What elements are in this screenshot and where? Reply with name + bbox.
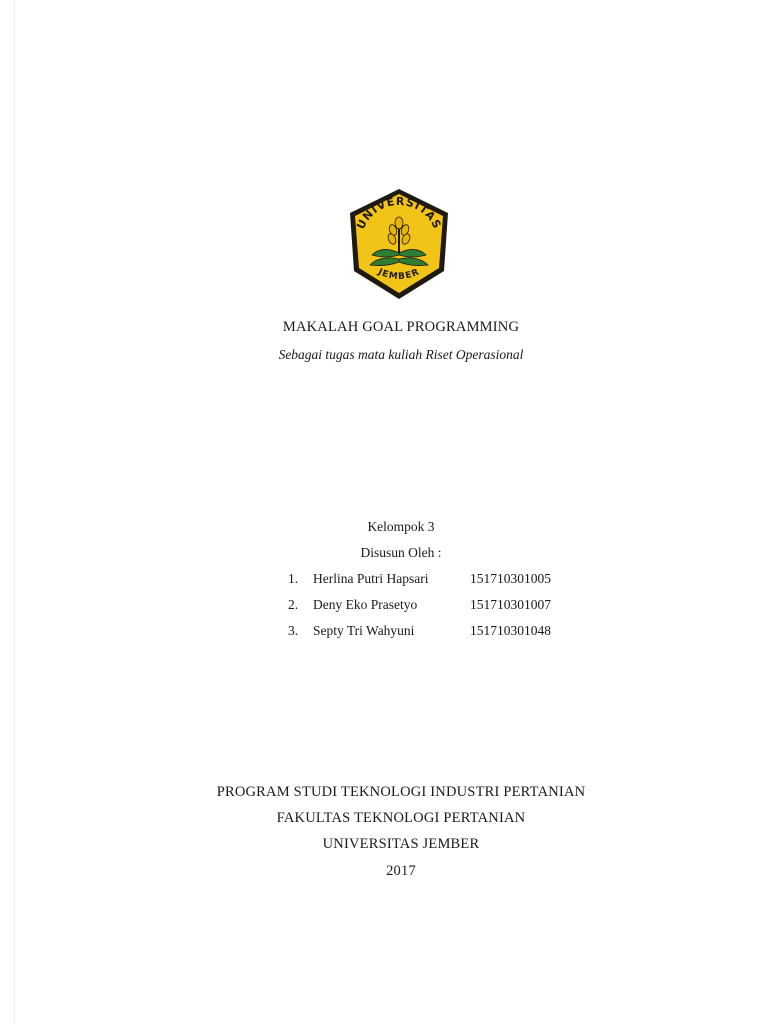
group-label: Kelompok 3 xyxy=(367,519,435,534)
logo-bottom-text: JEMBER xyxy=(376,267,422,283)
member-nim: 151710301005 xyxy=(470,571,551,586)
document-year: 2017 xyxy=(386,863,416,879)
member-nim: 151710301007 xyxy=(470,597,551,612)
document-title: MAKALAH GOAL PROGRAMMING xyxy=(282,319,520,335)
university-name: UNIVERSITAS JEMBER xyxy=(322,836,480,852)
compiled-by-label: Disusun Oleh : xyxy=(360,545,442,560)
member-number: 3. xyxy=(288,623,299,638)
member-name: Deny Eko Prasetyo xyxy=(313,597,418,612)
member-name: Herlina Putri Hapsari xyxy=(313,571,429,586)
logo-top-text: UNIVERSITAS xyxy=(354,194,444,232)
member-nim: 151710301048 xyxy=(470,623,551,638)
member-name: Septy Tri Wahyuni xyxy=(313,623,415,638)
member-number: 1. xyxy=(288,571,299,586)
document-subtitle: Sebagai tugas mata kuliah Riset Operasional xyxy=(278,347,524,362)
faculty-name: FAKULTAS TEKNOLOGI PERTANIAN xyxy=(276,810,526,826)
program-name: PROGRAM STUDI TEKNOLOGI INDUSTRI PERTANIAN xyxy=(216,784,586,800)
member-number: 2. xyxy=(288,597,299,612)
university-logo xyxy=(344,185,454,303)
